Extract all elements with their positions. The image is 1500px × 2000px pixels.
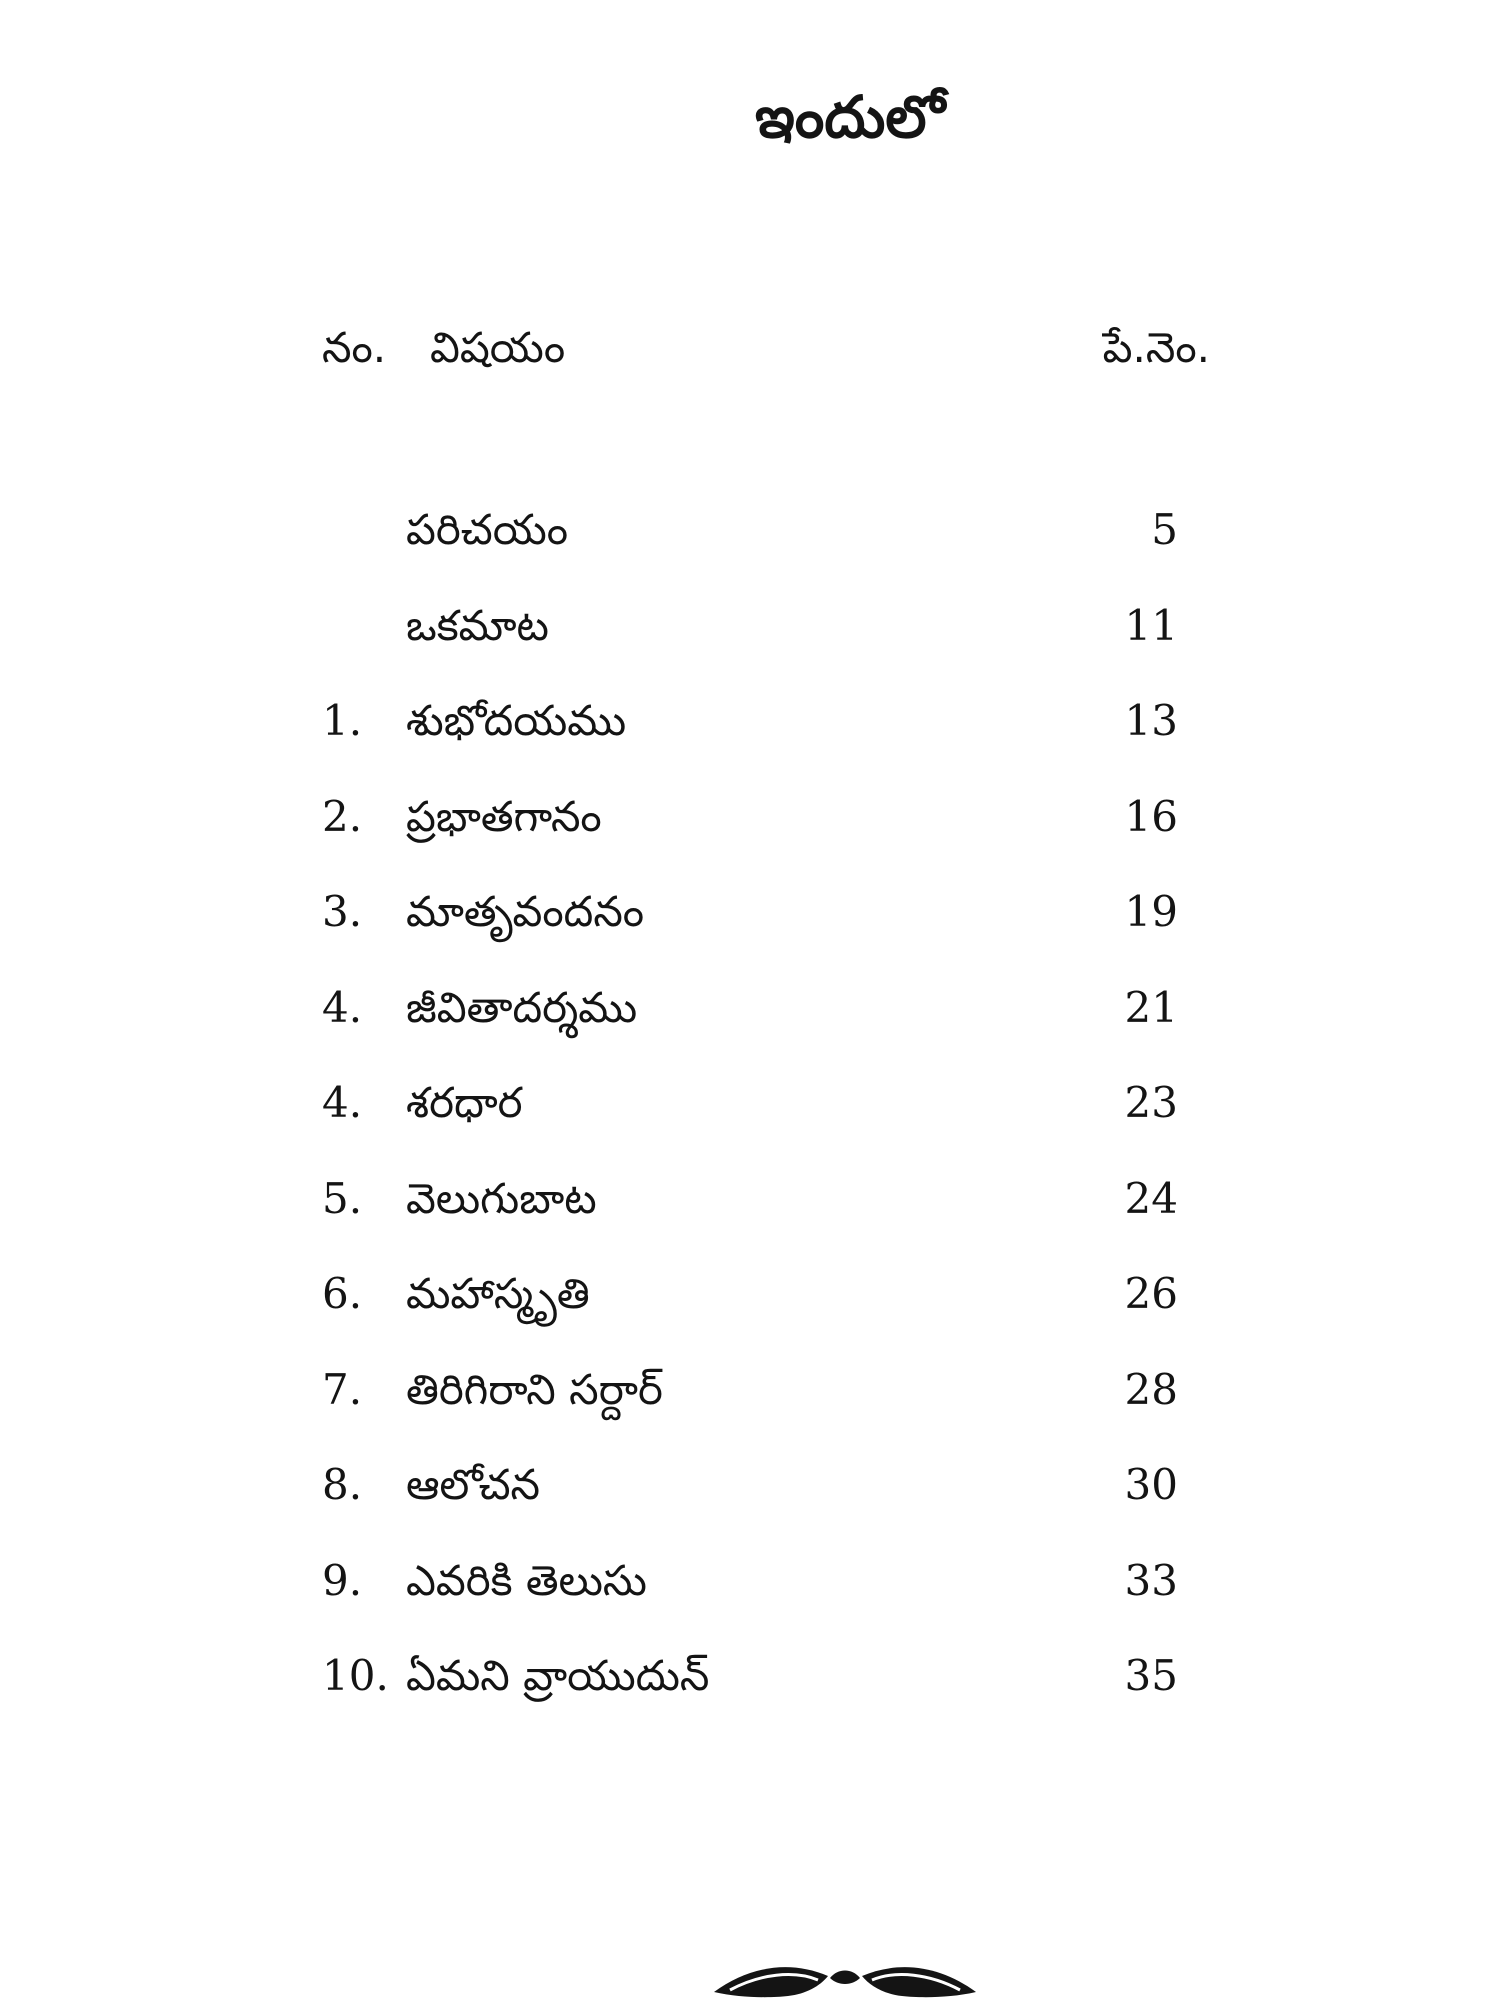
entry-page: 24 [1124,1173,1178,1223]
toc-entry [322,500,1178,596]
page-title: ఇందులో [754,83,946,151]
toc-entry [322,1073,1178,1169]
entry-page: 35 [1124,1651,1178,1700]
entry-title: వెలుగుబాట [406,1173,597,1223]
toc-entry [322,1169,1178,1265]
entry-page: 16 [1124,791,1178,841]
entry-title: తిరిగిరాని సర్దార్ [406,1364,663,1414]
entry-title: జీవితాదర్శము [406,982,638,1032]
entry-number: 8. [322,1460,363,1509]
entry-page: 13 [1124,696,1178,745]
entry-page: 30 [1124,1460,1178,1509]
toc-entry [322,691,1178,787]
entry-number: 2. [322,791,363,841]
entry-title: పరిచయం [406,505,568,554]
entry-title: శుభోదయము [406,696,627,745]
toc-entry [322,787,1178,883]
entry-title: ఆలోచన [406,1460,541,1509]
entry-number: 7. [322,1364,363,1414]
entry-number: 3. [322,887,363,936]
entry-page: 26 [1124,1269,1178,1318]
header-number: నం. [322,323,387,372]
entry-page: 19 [1124,887,1178,936]
header-page: పే.నెం. [1102,323,1210,372]
entry-title: శరధార [406,1078,523,1127]
toc-list [322,500,1178,1742]
toc-entry [322,596,1178,692]
toc-header [322,318,1210,378]
header-subject: విషయం [430,323,566,372]
entry-number: 6. [322,1269,363,1318]
entry-title: ఏమని వ్రాయుదున్ [406,1651,710,1700]
entry-title: ప్రభాతగానం [406,791,602,841]
toc-entry [322,882,1178,978]
entry-number: 10. [322,1651,389,1700]
entry-page: 28 [1124,1364,1178,1414]
entry-number: 9. [322,1555,363,1605]
entry-title: మాతృవందనం [406,887,645,936]
toc-entry [322,1646,1178,1742]
entry-title: ఎవరికి తెలుసు [406,1555,647,1605]
entry-page: 33 [1124,1555,1178,1605]
entry-page: 5 [1151,505,1178,554]
toc-entry [322,978,1178,1074]
entry-page: 23 [1124,1078,1178,1127]
entry-page: 21 [1124,982,1178,1032]
entry-number: 1. [322,696,363,745]
toc-entry [322,1264,1178,1360]
entry-number: 4. [322,1078,363,1127]
entry-number: 4. [322,982,363,1032]
entry-page: 11 [1124,600,1178,650]
toc-entry [322,1551,1178,1647]
toc-entry [322,1360,1178,1456]
entry-title: మహాస్మృతి [406,1269,590,1318]
toc-entry [322,1455,1178,1551]
entry-number: 5. [322,1173,363,1223]
entry-title: ఒకమాట [406,600,549,650]
decorative-flourish-icon [710,1956,980,2000]
